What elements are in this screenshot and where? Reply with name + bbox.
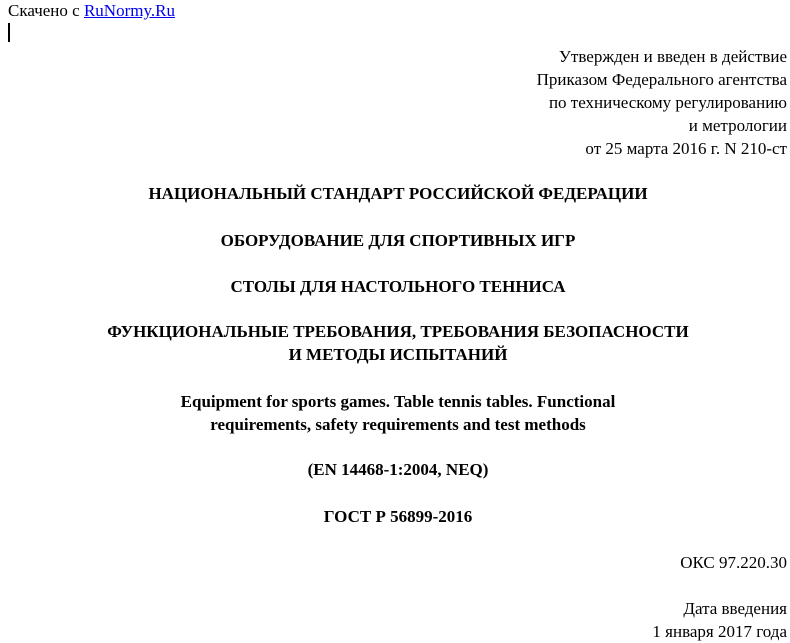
english-title-line2: requirements, safety requirements and test methods: [210, 415, 586, 434]
runormy-link[interactable]: RuNormy.Ru: [83, 1, 175, 20]
gost-number: ГОСТ Р 56899-2016: [323, 507, 473, 526]
source-line: [8, 1, 175, 21]
tables-heading: СТОЛЫ ДЛЯ НАСТОЛЬНОГО ТЕННИСА: [230, 277, 566, 296]
source-prefix: Скачено с: [8, 1, 84, 20]
approval-line: Утвержден и введен в действие: [558, 47, 787, 66]
national-standard-heading: НАЦИОНАЛЬНЫЙ СТАНДАРТ РОССИЙСКОЙ ФЕДЕРАЦИИ: [148, 184, 648, 203]
introduction-date-value: 1 января 2017 года: [652, 622, 787, 641]
en-reference: (EN 14468-1:2004, NEQ): [307, 460, 489, 479]
english-title: [0, 390, 790, 436]
equipment-heading: ОБОРУДОВАНИЕ ДЛЯ СПОРТИВНЫХ ИГР: [220, 231, 576, 250]
english-title-line1: Equipment for sports games. Table tennis tables. Functional: [180, 392, 616, 411]
text-cursor: [8, 23, 10, 42]
approval-line: от 25 марта 2016 г. N 210-ст: [585, 139, 787, 158]
approval-line: Приказом Федерального агентства: [536, 70, 787, 89]
introduction-date-label: Дата введения: [683, 599, 787, 618]
oks-code: ОКС 97.220.30: [680, 553, 787, 572]
approval-block: [537, 45, 787, 160]
requirements-heading-line2: И МЕТОДЫ ИСПЫТАНИЙ: [288, 345, 508, 364]
introduction-date-block: [652, 597, 787, 643]
approval-line: по техническому регулированию: [548, 93, 787, 112]
requirements-heading-line1: ФУНКЦИОНАЛЬНЫЕ ТРЕБОВАНИЯ, ТРЕБОВАНИЯ БЕЗОПАСНОСТИ: [107, 322, 689, 341]
approval-line: и метрологии: [688, 116, 787, 135]
requirements-heading: [0, 320, 790, 366]
